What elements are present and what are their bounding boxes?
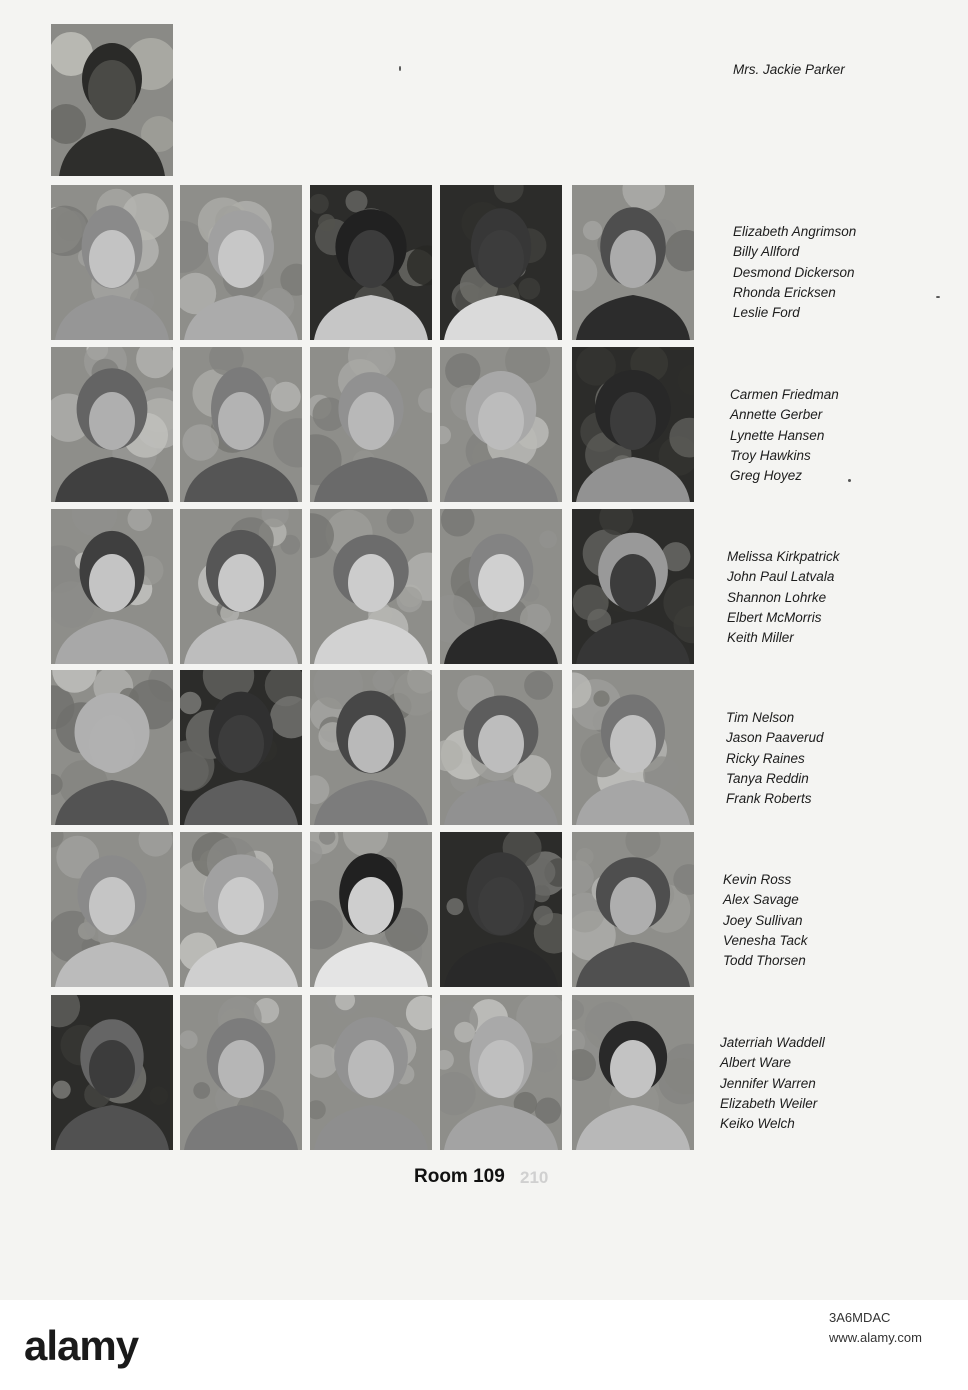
student-portrait [310, 995, 432, 1150]
student-portrait [440, 347, 562, 502]
portrait-image [440, 995, 562, 1150]
student-name: Lynette Hansen [730, 427, 825, 443]
student-name: Shannon Lohrke [727, 589, 827, 605]
student-name: John Paul Latvala [727, 569, 835, 585]
student-portrait [310, 347, 432, 502]
portrait-image [310, 670, 432, 825]
student-name: Keiko Welch [720, 1116, 795, 1132]
name-list-row-2 [730, 385, 839, 486]
name-list-row-6 [720, 1033, 825, 1134]
student-name: Alex Savage [723, 892, 799, 908]
student-portrait [51, 670, 173, 825]
portrait-image [310, 509, 432, 664]
portrait-image [310, 185, 432, 340]
portrait-image [180, 995, 302, 1150]
student-portrait [180, 347, 302, 502]
portrait-image [51, 347, 173, 502]
portrait-image [51, 832, 173, 987]
student-portrait [572, 347, 694, 502]
print-speck [848, 479, 851, 482]
portrait-image [51, 995, 173, 1150]
student-portrait [51, 347, 173, 502]
student-name: Annette Gerber [730, 407, 823, 423]
portrait-image [310, 832, 432, 987]
student-name: Greg Hoyez [730, 468, 803, 484]
site-url[interactable]: www.alamy.com [829, 1330, 922, 1345]
portrait-image [440, 185, 562, 340]
student-name: Jason Paaverud [726, 730, 824, 746]
student-portrait [572, 185, 694, 340]
student-portrait [440, 995, 562, 1150]
portrait-image [51, 185, 173, 340]
student-portrait [180, 832, 302, 987]
student-portrait [180, 670, 302, 825]
student-name: Joey Sullivan [723, 912, 803, 928]
portrait-image [440, 509, 562, 664]
bleed-through-number: 210 [520, 1168, 549, 1187]
student-portrait [51, 832, 173, 987]
portrait-image [572, 185, 694, 340]
portrait-image [440, 670, 562, 825]
student-name: Elbert McMorris [727, 609, 822, 625]
student-name: Kevin Ross [723, 872, 792, 887]
student-portrait [51, 995, 173, 1150]
student-name: Rhonda Ericksen [733, 284, 836, 300]
student-portrait [180, 509, 302, 664]
student-portrait [440, 185, 562, 340]
student-portrait [572, 832, 694, 987]
student-name: Jennifer Warren [720, 1075, 816, 1091]
name-list-row-1 [733, 222, 856, 323]
portrait-image [572, 832, 694, 987]
student-name: Tanya Reddin [726, 770, 809, 786]
portrait-image [180, 185, 302, 340]
portrait-image [572, 509, 694, 664]
student-portrait [51, 185, 173, 340]
student-portrait [440, 670, 562, 825]
image-id: 3A6MDAC [829, 1310, 891, 1325]
student-portrait [440, 832, 562, 987]
student-name: Melissa Kirkpatrick [727, 549, 840, 564]
name-list-row-3 [727, 547, 840, 648]
room-label: Room 109 [414, 1166, 505, 1187]
watermark-footer [0, 1300, 968, 1390]
portrait-image [180, 670, 302, 825]
portrait-image [310, 347, 432, 502]
student-name: Desmond Dickerson [733, 264, 855, 280]
student-name: Todd Thorsen [723, 953, 806, 969]
student-portrait [180, 995, 302, 1150]
portrait-image [51, 670, 173, 825]
student-name: Troy Hawkins [730, 447, 811, 463]
student-portrait [440, 509, 562, 664]
student-name: Frank Roberts [726, 791, 812, 807]
portrait-image [310, 995, 432, 1150]
student-portrait [572, 995, 694, 1150]
portrait-image [180, 347, 302, 502]
portrait-image [572, 347, 694, 502]
student-name: Leslie Ford [733, 305, 800, 321]
name-list-row-4 [726, 708, 824, 809]
student-portrait [310, 832, 432, 987]
teacher-portrait [51, 24, 173, 176]
student-portrait [310, 670, 432, 825]
portrait-image [180, 832, 302, 987]
student-name: Venesha Tack [723, 932, 808, 948]
student-name: Jaterriah Waddell [720, 1035, 825, 1050]
portrait-image [572, 995, 694, 1150]
teacher-name: Mrs. Jackie Parker [733, 62, 845, 77]
alamy-logo: alamy [24, 1322, 139, 1369]
student-portrait [310, 509, 432, 664]
portrait-image [572, 670, 694, 825]
student-portrait [180, 185, 302, 340]
student-name: Elizabeth Weiler [720, 1095, 818, 1111]
portrait-image [51, 509, 173, 664]
portrait-image [440, 347, 562, 502]
student-portrait [572, 509, 694, 664]
student-portrait [310, 185, 432, 340]
student-name: Elizabeth Angrimson [733, 224, 857, 239]
name-list-row-5 [723, 870, 808, 971]
portrait-image [180, 509, 302, 664]
student-name: Ricky Raines [726, 750, 805, 766]
student-portrait [572, 670, 694, 825]
print-speck [399, 66, 401, 71]
portrait-image [440, 832, 562, 987]
student-name: Albert Ware [720, 1055, 792, 1071]
student-name: Carmen Friedman [730, 387, 839, 402]
student-name: Billy Allford [733, 244, 800, 260]
portrait-image [51, 24, 173, 176]
print-speck [936, 296, 940, 298]
student-name: Keith Miller [727, 630, 794, 646]
student-portrait [51, 509, 173, 664]
student-name: Tim Nelson [726, 710, 795, 725]
